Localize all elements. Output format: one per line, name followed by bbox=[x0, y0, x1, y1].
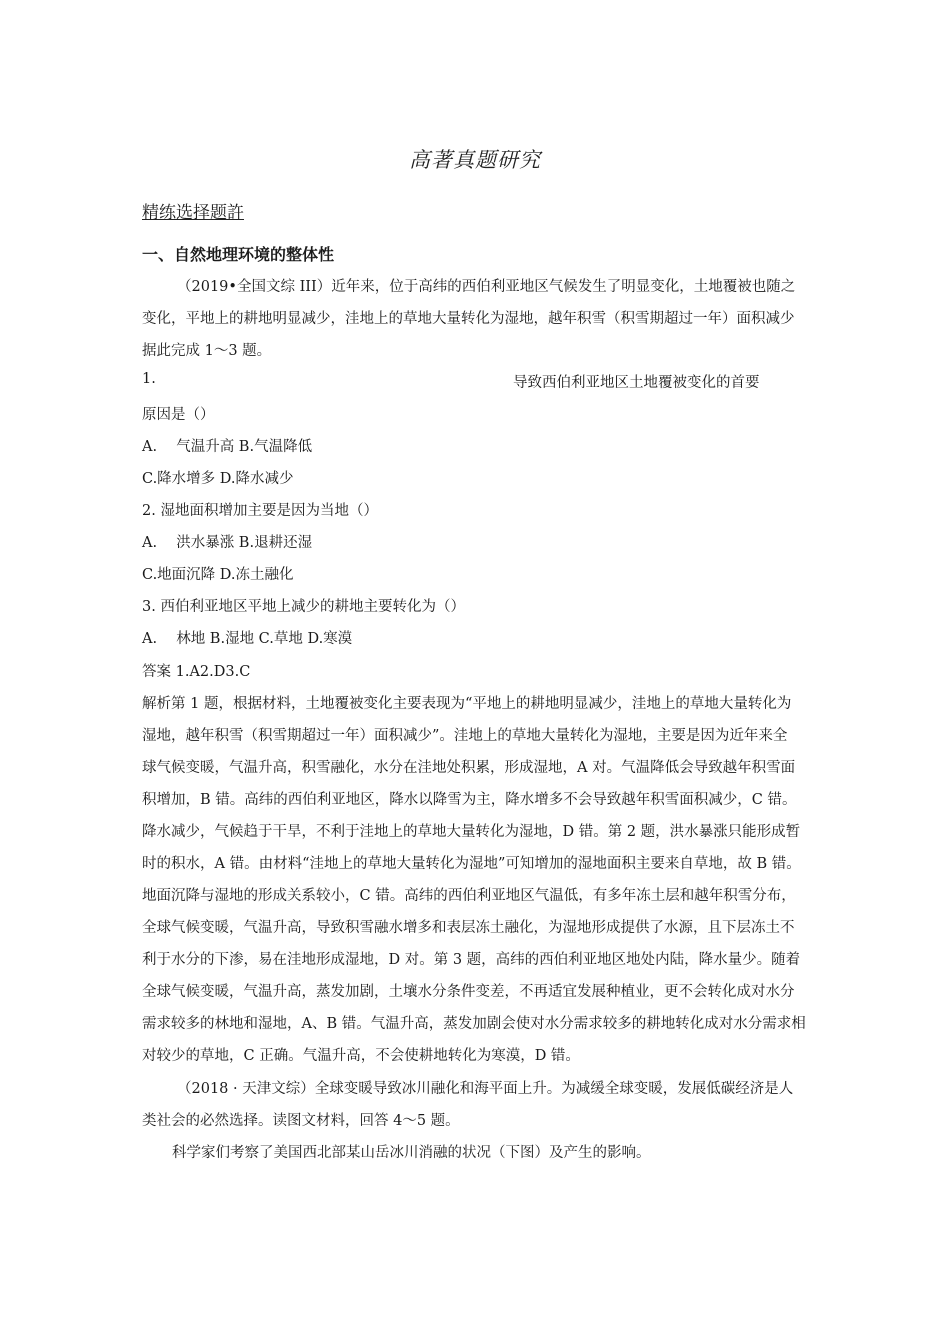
intro2-line-2: 类社会的必然选择。读图文材料，回答 4〜5 题。 bbox=[142, 1113, 460, 1129]
analysis-line: 球气候变暖，气温升高，积雪融化，水分在洼地处积累，形成湿地，A 对。气温降低会导致越年积雪面 bbox=[142, 760, 796, 776]
page-title: 高著真题研究 bbox=[409, 148, 541, 172]
section-heading: 一、自然地理环境的整体性 bbox=[142, 245, 335, 264]
analysis-line: 全球气候变暖，气温升高，导致积雪融水增多和表层冻土融化，为湿地形成提供了水源，且下层冻土不 bbox=[142, 920, 795, 936]
section-link[interactable]: 精练选择题許 bbox=[142, 203, 244, 223]
answer-line: 答案 1.A2.D3.C bbox=[142, 664, 251, 680]
question-1-text: 导致西伯利亚地区土地覆被变化的首要 bbox=[513, 375, 760, 391]
question-2-options-ab: A. 洪水暴涨 B.退耕还湿 bbox=[142, 535, 313, 551]
question-1-options-cd: C.降水增多 D.降水减少 bbox=[142, 471, 294, 487]
analysis-line: 时的积水，A 错。由材料“洼地上的草地大量转化为湿地”可知增加的湿地面积主要来自草地，故 B 错。 bbox=[142, 856, 801, 872]
analysis-line: 积增加，B 错。高纬的西伯利亚地区，降水以降雪为主，降水增多不会导致越年积雪面积减少，C 错。 bbox=[142, 792, 797, 808]
question-3-options: A. 林地 B.湿地 C.草地 D.寒漠 bbox=[142, 631, 353, 647]
analysis-line: 利于水分的下渗，易在洼地形成湿地，D 对。第 3 题，高纬的西伯利亚地区地处内陆，降水量少。随着 bbox=[142, 952, 801, 968]
analysis-line: 全球气候变暖，气温升高，蒸发加剧，土壤水分条件变差，不再适宜发展种植业，更不会转化成对水分 bbox=[142, 984, 795, 1000]
intro3-line: 科学家们考察了美国西北部某山岳冰川消融的状况（下图）及产生的影响。 bbox=[172, 1145, 651, 1161]
question-2: 2. 湿地面积增加主要是因为当地（） bbox=[142, 503, 378, 519]
question-1-number: 1. bbox=[142, 371, 156, 387]
intro2-line-1: （2018 · 天津文综）全球变暖导致冰川融化和海平面上升。为减缓全球变暖，发展低碳经济是人 bbox=[177, 1081, 794, 1097]
intro-line-2: 变化，平地上的耕地明显减少，洼地上的草地大量转化为湿地，越年积雪（积雪期超过一年）面积减少 bbox=[142, 311, 795, 327]
analysis-line: 湿地，越年积雪（积雪期超过一年）面积减少”。洼地上的草地大量转化为湿地，主要是因为近年来全 bbox=[142, 728, 788, 744]
analysis-line: 需求较多的林地和湿地，A、B 错。气温升高，蒸发加剧会使对水分需求较多的耕地转化成对水分需求相 bbox=[142, 1016, 806, 1032]
analysis-line: 对较少的草地，C 正确。气温升高，不会使耕地转化为寒漠，D 错。 bbox=[142, 1048, 580, 1064]
question-3: 3. 西伯利亚地区平地上减少的耕地主要转化为（） bbox=[142, 599, 465, 615]
question-1-continuation: 原因是（） bbox=[142, 407, 215, 423]
intro-line-1: （2019•全国文综 III）近年来，位于高纬的西伯利亚地区气候发生了明显变化，土地覆被也随之 bbox=[177, 279, 796, 295]
analysis-line: 降水减少，气候趋于干旱，不利于洼地上的草地大量转化为湿地，D 错。第 2 题，洪水暴涨只能形成暂 bbox=[142, 824, 801, 840]
analysis-line: 解析第 1 题，根据材料，土地覆被变化主要表现为“平地上的耕地明显减少，洼地上的草地大量转化为 bbox=[142, 696, 792, 712]
question-2-options-cd: C.地面沉降 D.冻土融化 bbox=[142, 567, 294, 583]
analysis-line: 地面沉降与湿地的形成关系较小，C 错。高纬的西伯利亚地区气温低，有多年冻土层和越年积雪分布， bbox=[142, 888, 796, 904]
question-1-options-ab: A. 气温升高 B.气温降低 bbox=[142, 439, 313, 455]
intro-line-3: 据此完成 1〜3 题。 bbox=[142, 343, 272, 359]
